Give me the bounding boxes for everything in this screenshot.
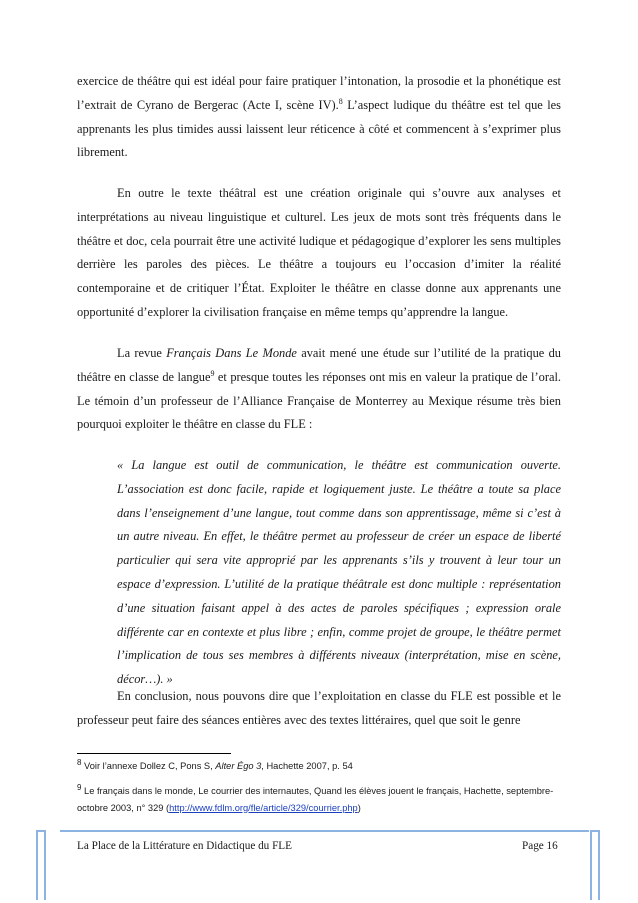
footnote-9-link[interactable]: http://www.fdlm.org/fle/article/329/courrier.php — [169, 802, 358, 813]
footer-title: La Place de la Littérature en Didactique du FLE — [77, 840, 292, 852]
revue-title: Français Dans Le Monde — [166, 346, 297, 360]
paragraph-theatre-text: En outre le texte théâtral est une création originale qui s’ouvre aux analyses et interprétations au niveau linguistique et culturel. Les jeux de mots sont très fréquents dans le théâtre et doc, cela pourrait être une activité ludique et pédagogique d’explorer les sens multiples derrière les paroles des pièces. Le théâtre a toujours eu l’occasion d’imiter la réalité contemporaine et de critiquer l’État. Exploiter le théâtre en classe donne aux apprenants une opportunité d’explorer la civilisation française en même temps qu’apprendre la langue. — [77, 186, 561, 319]
paragraph-conclusion: En conclusion, nous pouvons dire que l’exploitation en classe du FLE est possible et le professeur peut faire des séances entières avec des textes littéraires, quel que soit le genre — [77, 689, 561, 727]
footnote-9-end: ) — [357, 802, 361, 813]
footnote-divider — [77, 753, 231, 754]
revue-text-end: et presque toutes les réponses ont mis en valeur la pratique de l’oral. Le témoin d’un professeur de l’Alliance Française de Monterrey au Mexique résume très bien pourquoi exploiter le théâtre en classe du FLE : — [77, 369, 561, 432]
page-number: Page 16 — [522, 840, 558, 852]
footnote-8-title: Alter Égo 3 — [215, 761, 262, 771]
paragraph-intro-text: exercice de théâtre qui est idéal pour faire pratiquer l’intonation, la prosodie et la phonétique est l’extrait de Cyrano de Bergerac (Acte I, scène IV). — [77, 74, 561, 112]
footnote-8 — [77, 758, 561, 775]
paragraph-intro — [77, 70, 561, 165]
revue-text-mid: avait mené une étude sur l’utilité de la pratique du théâtre en classe de langue — [77, 346, 562, 384]
footnote-8-number: 8 — [77, 757, 82, 767]
footnote-8-end: , Hachette 2007, p. 54 — [261, 761, 353, 771]
footnote-9 — [77, 783, 561, 816]
paragraph-intro-cont: L’aspect ludique du théâtre est tel que les apprenants les plus timides aussi laissent leur réticence à côté et commencent à s’exprimer plus librement. — [77, 97, 561, 160]
footer-border-right — [590, 830, 600, 900]
footnote-8-text: Voir l’annexe Dollez C, Pons S, — [81, 761, 216, 771]
footer-border-left — [36, 830, 46, 900]
footnote-9-number: 9 — [77, 782, 82, 792]
block-quote: « La langue est outil de communication, le théâtre est communication ouverte. L’association est donc facile, rapide et logiquement juste. Le théâtre a toute sa place dans l’enseignement d’une langue, tout comme dans son apprentissage, même si c’est à un autre niveau. En effet, le théâtre permet au professeur de créer un espace de liberté particulier qui sera vite approprié par les apprenants s’ils y trouvent à leur tour un espace d’expression. L’utilité de la pratique théâtrale est donc multiple : représentation d’une situation faisant appel à des actes de paroles spécifiques ; expression orale différente car en contexte et plus libre ; enfin, comme projet de groupe, le théâtre permet l’implication de tous ses membres à différents niveaux (interprétation, mise en scène, décor…). » — [117, 458, 561, 687]
footnote-ref-9[interactable]: 9 — [210, 368, 215, 378]
revue-text-start: La revue — [117, 346, 167, 360]
footnote-ref-8[interactable]: 8 — [338, 96, 343, 106]
paragraph-revue — [77, 342, 561, 437]
footnote-9-text: Le français dans le monde, Le courrier des internautes, Quand les élèves jouent le français, Hachette, septembre-octobre 2003, n° 329 ( — [77, 786, 554, 813]
